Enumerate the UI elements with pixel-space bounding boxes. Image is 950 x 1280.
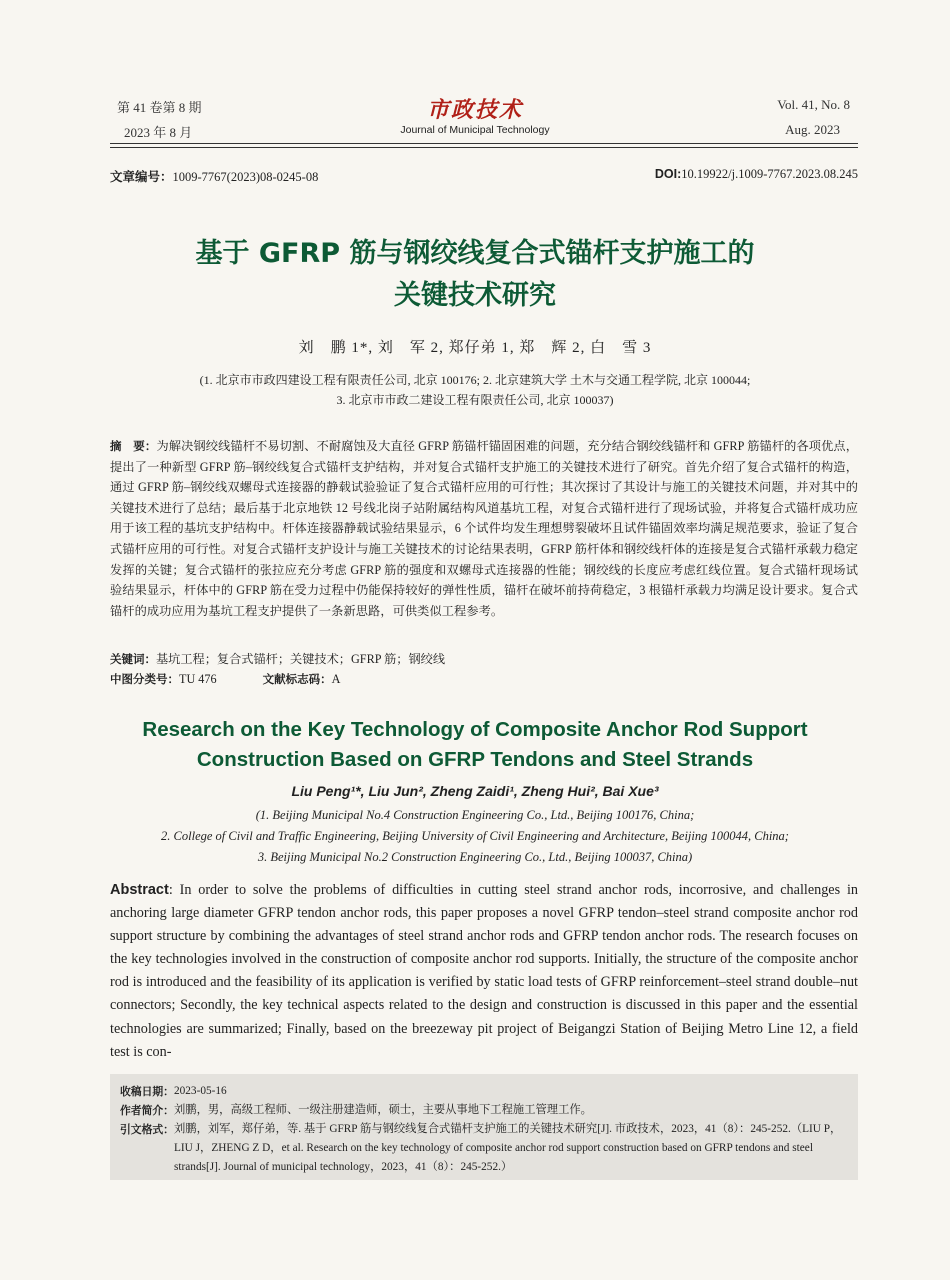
article-number: [110, 167, 318, 185]
authors-en: Liu Peng¹*, Liu Jun², Zheng Zaidi¹, Zheng Hui², Bai Xue³: [291, 783, 659, 799]
title-en-line1: Research on the Key Technology of Composite Anchor Rod Support: [142, 718, 808, 741]
affiliation-en-line2: 2. College of Civil and Traffic Engineering, Beijing University of Civil Engineering and Architecture, Beijing 100044, China;: [161, 829, 789, 843]
keywords-zh: [110, 650, 858, 667]
volume-issue-en: Vol. 41, No. 8: [777, 97, 850, 112]
abstract-zh-label: 摘 要：: [110, 439, 157, 453]
title-zh-line2: 关键技术研究: [394, 280, 556, 311]
abstract-en-text: : In order to solve the problems of difficulties in cutting steel strand anchor rods, incorrosive, and challenges in anchoring large diameter GFRP tendon anchor rods, this paper proposes a novel GFRP tendon–steel strand composite anchor rod support structure by combining the advantages of steel strand anchor rods and GFRP tendon anchor rods. The research focuses on the key technologies involved in the construction of composite anchor rod supports. Initially, the structure of the composite anchor rod is introduced and the feasibility of its application is verified by static load tests of GFRP reinforcement–steel strand double–nut connectors; Secondly, the key technical aspects related to the design and construction is discussed in this paper and the essential technologies are summarized; Finally, based on the breezeway pit project of Beigangzi Station of Beijing Metro Line 12, a field test is con-: [110, 882, 858, 1060]
header-rule-top: [110, 143, 858, 144]
authors-zh: 刘 鹏 1*, 刘 军 2, 郑仔弟 1, 郑 辉 2, 白 雪 3: [298, 340, 652, 356]
abstract-zh: [110, 436, 858, 621]
received-label: 收稿日期：: [120, 1085, 174, 1098]
doc-code-value: A: [331, 672, 341, 686]
bio-label: 作者简介：: [120, 1104, 174, 1117]
affiliation-zh-line2: 3. 北京市市政二建设工程有限责任公司, 北京 100037): [336, 393, 614, 407]
affiliation-en-line3: 3. Beijing Municipal No.2 Construction Engineering Co., Ltd., Beijing 100037, China): [257, 850, 693, 864]
doc-code-label: 文献标志码：: [262, 672, 332, 686]
citation: [120, 1120, 848, 1177]
title-en: [80, 715, 870, 775]
author-bio: [120, 1101, 848, 1120]
header-rule-bottom: [110, 147, 858, 148]
received-value: 2023-05-16: [173, 1085, 227, 1097]
abstract-en: [110, 879, 858, 1064]
date-en: Aug. 2023: [785, 122, 840, 137]
clc-value: TU 476: [179, 672, 217, 686]
title-zh-line1: 基于 GFRP 筋与钢绞线复合式锚杆支护施工的: [195, 238, 755, 269]
affiliations-en: [60, 805, 890, 868]
title-zh: [60, 233, 890, 317]
abstract-zh-text: 为解决钢绞线锚杆不易切割、不耐腐蚀及大直径 GFRP 筋锚杆锚固困难的问题，充分结合钢绞线锚杆和 GFRP 筋锚杆的各项优点，提出了一种新型 GFRP 筋–钢绞线复合式锚杆支护结构，并对复合式锚杆支护施工的关键技术进行了研究。首先介绍了复合式锚杆的构造，通过 GFRP 筋–钢绞线双螺母式连接器的静载试验验证了复合式锚杆应用的可行性；其次探讨了其设计与施工的关键技术问题，并对其中的关键技术进行了总结；最后基于北京地铁 12 号线北岗子站附属结构风道基坑工程，对复合式锚杆进行了现场试验，并将复合式锚杆成功应用于该工程的基坑支护结构中。杆体连接器静载试验结果显示，6 个试件均发生理想劈裂破坏且试件锚固效率均满足规范要求，验证了复合式锚杆应用的可行性。对复合式锚杆支护设计与施工关键技术的讨论结果表明，GFRP 筋杆体和钢绞线杆体的连接是复合式锚杆承载力稳定发挥的关键；复合式锚杆的张拉应充分考虑 GFRP 筋的强度和双螺母式连接器的性能；钢绞线的长度应考虑红线位置。复合式锚杆现场试验结果显示，杆体中的 GFRP 筋在受力过程中仍能保持较好的弹性性质，锚杆在破坏前持荷稳定，3 根锚杆承载力均满足设计要求。复合式锚杆的成功应用为基坑工程支护提供了一条新思路，可供类似工程参考。: [110, 439, 858, 618]
doi-label: DOI:: [654, 167, 682, 181]
footnote-box: [110, 1074, 858, 1180]
abstract-en-label: Abstract: [110, 882, 169, 898]
journal-name-en: Journal of Municipal Technology: [400, 124, 550, 136]
article-number-label: 文章编号：: [110, 170, 173, 184]
journal-logo: 市政技术: [426, 97, 523, 122]
affiliation-en-line1: (1. Beijing Municipal No.4 Construction Engineering Co., Ltd., Beijing 100176, China;: [255, 808, 695, 822]
classification: [110, 671, 858, 687]
keywords-zh-label: 关键词：: [110, 652, 156, 666]
cite-label: 引文格式：: [120, 1123, 174, 1136]
received-date: [120, 1082, 848, 1101]
clc-label: 中图分类号：: [110, 672, 179, 686]
volume-issue-zh: 第 41 卷第 8 期: [117, 100, 202, 115]
date-zh: 2023 年 8 月: [124, 125, 193, 140]
doi: [655, 167, 858, 182]
cite-value: 刘鹏，刘军，郑仔弟，等. 基于 GFRP 筋与钢绞线复合式锚杆支护施工的关键技术研究[J]. 市政技术，2023，41（8）：245-252.（LIU P，LIU J，ZHENG Z D，et al. Research on the key technology of composite anchor rod support construction based on GFRP tendons and steel strands[J]. Journal of municipal technology，2023，41（8）：245-252.）: [173, 1123, 842, 1173]
doi-value: 10.19922/j.1009-7767.2023.08.245: [681, 167, 858, 181]
bio-value: 刘鹏，男，高级工程师、一级注册建造师，硕士，主要从事地下工程施工管理工作。: [173, 1104, 592, 1116]
title-en-line2: Construction Based on GFRP Tendons and Steel Strands: [196, 748, 754, 771]
affiliation-zh-line1: (1. 北京市市政四建设工程有限责任公司, 北京 100176; 2. 北京建筑大学 土木与交通工程学院, 北京 100044;: [199, 373, 751, 387]
keywords-zh-text: 基坑工程；复合式锚杆；关键技术；GFRP 筋；钢绞线: [156, 652, 446, 666]
affiliations-zh: [60, 370, 890, 410]
article-number-value: 1009-7767(2023)08-0245-08: [172, 170, 319, 184]
